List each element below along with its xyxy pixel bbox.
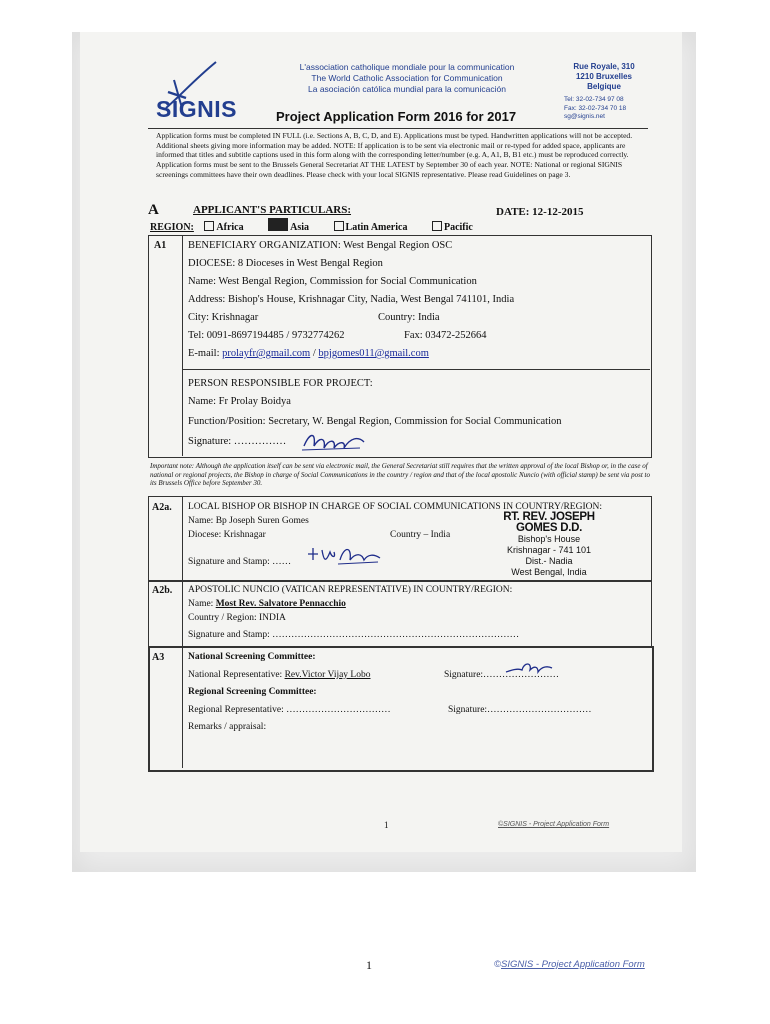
copyright-symbol: © [494, 959, 501, 970]
bishop-signature-icon [304, 542, 384, 570]
checkbox-icon [334, 221, 344, 231]
nuncio-country: Country / Region: INDIA [188, 613, 286, 623]
region-option-pacific[interactable]: Pacific [432, 222, 473, 233]
org-name: Name: West Bengal Region, Commission for Social Communication [188, 276, 477, 287]
checkbox-icon [204, 221, 214, 231]
national-rep [188, 670, 371, 680]
a3-label: A3 [152, 652, 165, 663]
contact-tel: Tel: 32-02-734 97 08 [564, 96, 624, 103]
org-tel: Tel: 0091-8697194485 / 9732774262 [188, 330, 345, 341]
footer-copyright [494, 959, 645, 970]
address-line: Rue Royale, 310 [573, 62, 635, 71]
logo-text: SIGNIS [156, 96, 237, 122]
bishop-country: Country – India [390, 530, 451, 540]
org-fax: Fax: 03472-252664 [404, 330, 487, 341]
email-label: E-mail: [188, 348, 220, 359]
address-line: 1210 Bruxelles [575, 72, 633, 81]
region-option-asia[interactable]: Asia [268, 222, 309, 233]
address-block [564, 62, 644, 92]
person-heading: PERSON RESPONSIBLE FOR PROJECT: [188, 378, 373, 389]
header-divider [148, 128, 648, 129]
a2a-label: A2a. [152, 502, 172, 513]
email-separator: / [310, 348, 319, 359]
nuncio-name-label: Name: [188, 599, 216, 609]
nuncio-signature-field[interactable]: Signature and Stamp: …………………………………………………………………… [188, 630, 520, 640]
national-signature-icon [504, 658, 554, 678]
stamp-line: West Bengal, India [511, 567, 587, 577]
section-a2a-divider [182, 496, 183, 580]
a2b-label: A2b. [152, 585, 173, 596]
application-date: DATE: 12-12-2015 [496, 206, 584, 218]
national-rep-value: Rev.Victor Vijay Lobo [284, 670, 371, 680]
org-email [188, 348, 429, 359]
org-address: Address: Bishop's House, Krishnagar City, Nadia, West Bengal 741101, India [188, 294, 515, 305]
regional-signature-field[interactable]: Signature:…………………………… [448, 705, 592, 715]
national-rep-label: National Representative: [188, 670, 285, 680]
association-line-es: La asociación católica mundial para la comunicación [308, 84, 506, 94]
nuncio-name [188, 599, 346, 609]
contact-email: sg@signis.net [564, 113, 605, 120]
remarks-field[interactable]: Remarks / appraisal: [188, 722, 267, 732]
stamp-line: Dist.- Nadia [525, 556, 573, 566]
bishop-signature-field[interactable]: Signature and Stamp: …… [188, 557, 292, 567]
bishop-diocese: Diocese: Krishnagar [188, 530, 266, 540]
scan-copyright: ©SIGNIS - Project Application Form [498, 821, 610, 828]
association-names [282, 62, 532, 95]
association-line-fr: L'association catholique mondiale pour la communication [299, 62, 515, 72]
email-link-2[interactable]: bpjgomes011@gmail.com [318, 348, 429, 359]
handwritten-signature-icon [300, 428, 368, 454]
national-committee-heading: National Screening Committee: [188, 652, 316, 662]
a1-person-divider [182, 369, 650, 370]
regional-rep-field[interactable]: Regional Representative: …………………………… [188, 705, 391, 715]
bishop-stamp [482, 512, 616, 578]
stamp-line: Bishop's House [517, 534, 581, 544]
email-link-1[interactable]: prolayfr@gmail.com [222, 348, 311, 359]
org-city: City: Krishnagar [188, 312, 259, 323]
beneficiary-org: BENEFICIARY ORGANIZATION: West Bengal Region OSC [188, 240, 453, 251]
contact-block [564, 96, 644, 122]
important-note: Important note: Although the application itself can be sent via electronic mail, the General Secretariat still requires that the written approval of the local Bishop or, in the case of national or regional projects, the Bishop in charge of Social Communications in the country / region and that of the local apostolic Nuncio (with official stamp) be sent via post to its Brussels Office before September 30. [150, 462, 651, 488]
page-number: 1 [366, 958, 372, 972]
section-title: APPLICANT'S PARTICULARS: [193, 204, 352, 216]
scanned-page [72, 32, 696, 872]
regional-committee-heading: Regional Screening Committee: [188, 687, 317, 697]
scan-page-number: 1 [384, 820, 389, 830]
national-signature-field[interactable]: Signature:…………………… [444, 670, 560, 680]
contact-fax: Fax: 32-02-734 70 18 [564, 104, 627, 112]
region-option-africa[interactable]: Africa [204, 222, 243, 233]
diocese: DIOCESE: 8 Dioceses in West Bengal Region [188, 258, 383, 269]
section-a3-divider [182, 646, 183, 768]
nuncio-name-value: Most Rev. Salvatore Pennacchio [215, 599, 346, 609]
a1-label: A1 [154, 240, 167, 251]
stamp-line: Krishnagar - 741 101 [506, 545, 592, 555]
section-letter: A [148, 202, 159, 218]
region-option-latin-america[interactable]: Latin America [334, 222, 408, 233]
address-line: Belgique [587, 82, 621, 91]
bishop-name: Name: Bp Joseph Suren Gomes [188, 516, 309, 526]
stamp-line: RT. REV. JOSEPH GOMES D.D. [503, 511, 595, 534]
copyright-text: SIGNIS - Project Application Form [501, 959, 645, 970]
region-selector [150, 218, 473, 233]
checkbox-icon [432, 221, 442, 231]
person-signature-field[interactable]: Signature: …………… [188, 436, 287, 447]
org-country: Country: India [378, 312, 440, 323]
a2b-heading: APOSTOLIC NUNCIO (VATICAN REPRESENTATIVE) IN COUNTRY/REGION: [188, 585, 513, 595]
form-title: Project Application Form 2016 for 2017 [276, 109, 517, 124]
section-a2b-divider [182, 580, 183, 646]
checkbox-checked-icon [268, 218, 288, 231]
person-name: Name: Fr Prolay Boidya [188, 396, 291, 407]
person-function: Function/Position: Secretary, W. Bengal Region, Commission for Social Communication [188, 416, 562, 427]
intro-instructions: Application forms must be completed IN FULL (i.e. Sections A, B, C, D, and E). Applications must be typed. Handwritten applications will not be accepted. Additional sheets giving more information may be added. NOTE: If application is to be sent via electronic mail or re-typed for added space, applicants are informed that titles and subtitle captions used in this form along with the corresponding letter/number (e.g. A, A1, B, B1 etc.) must be reproduced correctly. Application forms must be sent to the Brussels General Secretariat AT THE LATEST by September 30 of each year. NOTE: National or regional SIGNIS screenings committees have their own deadlines. Please check with your local SIGNIS representative. Please read Guidelines on page 3. [156, 131, 633, 179]
association-line-en: The World Catholic Association for Communication [311, 73, 503, 83]
a2a-heading: LOCAL BISHOP OR BISHOP IN CHARGE OF SOCIAL COMMUNICATIONS IN COUNTRY/REGION: [188, 502, 602, 512]
section-a1-divider [182, 235, 183, 456]
region-label: REGION: [150, 222, 194, 233]
